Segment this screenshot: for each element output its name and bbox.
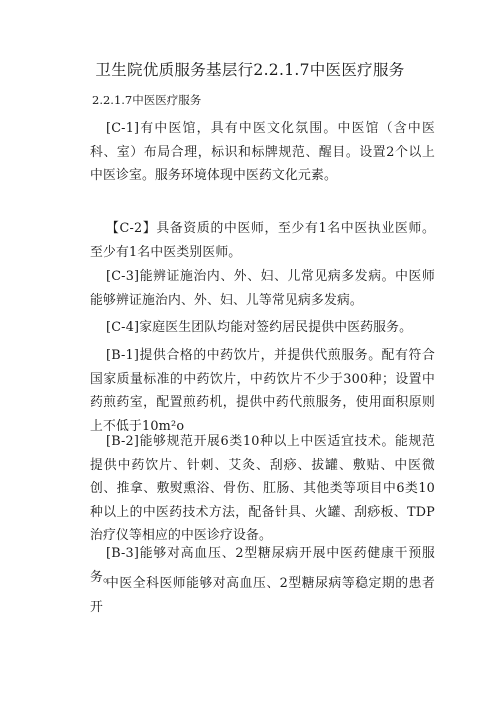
paragraph-c1: [C-1]有中医馆，具有中医文化氛围。中医馆（含中医科、室）布局合理，标识和标牌规范、醒目。设置2个以上中医诊室。服务环境体现中医药文化元素。 <box>90 121 435 183</box>
paragraph-b2: [B-2]能够规范开展6类10种以上中医适宜技术。能规范提供中药饮片、针刺、艾灸、刮痧、拔罐、敷贴、中医微创、推拿、敷熨熏浴、骨伤、肛肠、其他类等项目中6类10种以上的中医药技术方法，配备针具、火罐、刮痧板、TDP治疗仪等相应的中医诊疗设备。 <box>90 434 435 543</box>
paragraph-c3: [C-3]能辨证施治内、外、妇、儿常见病多发病。中医师能够辨证施治内、外、妇、儿等常见病多发病。 <box>90 269 435 308</box>
paragraph-c4: [C-4]家庭医生团队均能对签约居民提供中医药服务。 <box>106 320 413 335</box>
section-subheading: 2.2.1.7中医医疗服务 <box>92 93 202 107</box>
paragraph-c2: 【C-2】具备资质的中医师，至少有1名中医执业医师。至少有1名中医类别医师。 <box>90 221 435 260</box>
paragraph-b3: [B-3]能够对高血压、2型糖尿病开展中医药健康干预服务。 <box>90 546 435 585</box>
paragraph-b1: [B-1]提供合格的中药饮片，并提供代煎服务。配有符合国家质量标准的中药饮片，中药饮片不少于300种；设置中药煎药室，配置煎药机，提供中药代煎服务，使用面积原则上不低于10m²o <box>90 348 435 434</box>
document-title: 卫生院优质服务基层行2.2.1.7中医医疗服务 <box>95 61 405 79</box>
paragraph-continuation: 中医全科医师能够对高血压、2型糖尿病等稳定期的患者开 <box>90 576 435 615</box>
